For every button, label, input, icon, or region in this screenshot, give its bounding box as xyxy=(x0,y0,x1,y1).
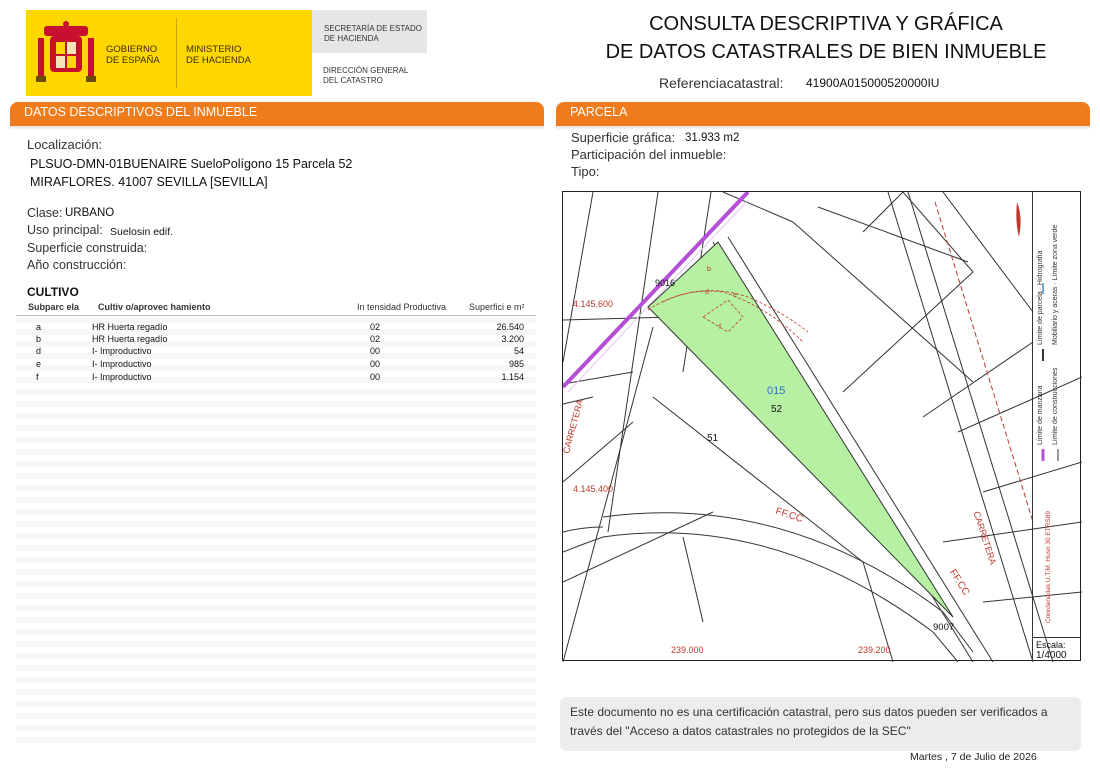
clase-value: URBANO xyxy=(65,207,115,219)
col-cultivo: Cultiv o/aprovec hamiento xyxy=(98,302,211,312)
table-row: b HR Huerta regadío 02 3.200 xyxy=(36,334,524,344)
map-coord-x1: 239.000 xyxy=(671,645,704,655)
map-sub-d: d xyxy=(705,289,709,296)
legend-limite-construcciones: Límite de construcciones xyxy=(1052,367,1059,445)
legend-limite-manzana: Límite de manzana xyxy=(1037,385,1044,445)
map-carretera-left: CARRETERA xyxy=(561,398,586,455)
map-drawing xyxy=(563,192,1082,662)
col-intensidad: In tensidad Productiva xyxy=(357,302,447,312)
map-coord-x2: 239.200 xyxy=(858,645,891,655)
map-sub-b: b xyxy=(707,266,711,273)
escala-value: 1/4000 xyxy=(1036,650,1067,661)
refcat-value: 41900A015000520000IU xyxy=(806,76,940,90)
legend-limite-parcela: Límite de parcela · Hidrografía xyxy=(1037,250,1044,345)
col-subparcela: Subparc ela xyxy=(28,302,80,312)
localizacion-label: Localización: xyxy=(27,137,103,152)
map-label-9007: 9007 xyxy=(933,622,955,633)
tipo-label: Tipo: xyxy=(571,164,600,179)
map-ffcc-1: FF.CC xyxy=(773,505,805,526)
map-sub-f: f xyxy=(719,324,721,331)
parcela-section-header: PARCELA xyxy=(556,102,1090,126)
map-carretera-right: CARRETERA xyxy=(971,510,999,566)
cultivo-table-header xyxy=(16,299,536,316)
map-scale xyxy=(1032,637,1081,661)
map-label-52: 52 xyxy=(771,404,783,415)
gobierno-logo xyxy=(26,10,312,96)
anio-construccion-label: Año construcción: xyxy=(27,258,127,272)
table-row: d I- Improductivo 00 54 xyxy=(36,346,524,356)
table-row: e I- Improductivo 00 985 xyxy=(36,359,524,369)
escala-label: Escala: xyxy=(1036,640,1066,650)
direccion-text: DIRECCIÓN GENERAL DEL CATASTRO xyxy=(323,66,409,85)
legend-coords: Coordenadas U.T.M. Huso 30 ETRS89 xyxy=(1045,511,1052,623)
clase-label: Clase: xyxy=(27,206,63,220)
table-row: a HR Huerta regadío 02 26.540 xyxy=(36,322,524,332)
map-ffcc-2: FF.CC xyxy=(946,567,972,598)
col-superficie: Superfici e m² xyxy=(469,302,525,312)
uso-value: Suelosin edif. xyxy=(110,226,174,238)
superficie-grafica-label: Superficie gráfica: xyxy=(571,130,676,145)
map-coord-y2: 4.145.400 xyxy=(573,484,614,494)
datos-section-header: DATOS DESCRIPTIVOS DEL INMUEBLE xyxy=(10,102,544,126)
disclaimer-note: Este documento no es una certificación catastral, pero sus datos pueden ser verificados a través del "Acceso a datos catastrales no protegidos de la SEC" xyxy=(560,697,1081,751)
secretaria-text: SECRETARÍA DE ESTADO DE HACIENDA xyxy=(312,10,427,53)
map-legend xyxy=(1032,191,1081,637)
cultivo-table xyxy=(16,317,536,747)
coat-of-arms-icon xyxy=(36,20,96,86)
superficie-construida-label: Superficie construida: xyxy=(27,241,148,255)
cadastral-map[interactable] xyxy=(562,191,1081,661)
map-label-015: 015 xyxy=(767,385,786,397)
refcat-label: Referenciacatastral: xyxy=(659,75,784,91)
map-coord-y1: 4.145.600 xyxy=(573,299,614,309)
superficie-grafica-value: 31.933 m2 xyxy=(685,132,740,144)
map-label-9016: 9016 xyxy=(655,278,676,288)
legend-mobiliario: Mobiliario y aceras · Límite zona verde xyxy=(1052,224,1059,345)
map-sub-e: e xyxy=(733,292,737,299)
localizacion-line2: MIRAFLORES. 41007 SEVILLA [SEVILLA] xyxy=(30,175,268,189)
ministerio-text: MINISTERIO DE HACIENDA xyxy=(186,44,251,66)
gobierno-text: GOBIERNO DE ESPAÑA xyxy=(106,44,160,66)
cultivo-title: CULTIVO xyxy=(27,285,79,299)
page-title: CONSULTA DESCRIPTIVA Y GRÁFICA DE DATOS CATASTRALES DE BIEN INMUEBLE xyxy=(605,13,1047,63)
table-row: f I- Improductivo 00 1.154 xyxy=(36,372,524,382)
participacion-label: Participación del inmueble: xyxy=(571,147,727,162)
uso-label: Uso principal: xyxy=(27,223,103,237)
localizacion-line1: PLSUO-DMN-01BUENAIRE SueloPolígono 15 Parcela 52 xyxy=(30,157,353,171)
document-date: Martes , 7 de Julio de 2026 xyxy=(910,751,1037,763)
map-label-51: 51 xyxy=(707,433,719,444)
